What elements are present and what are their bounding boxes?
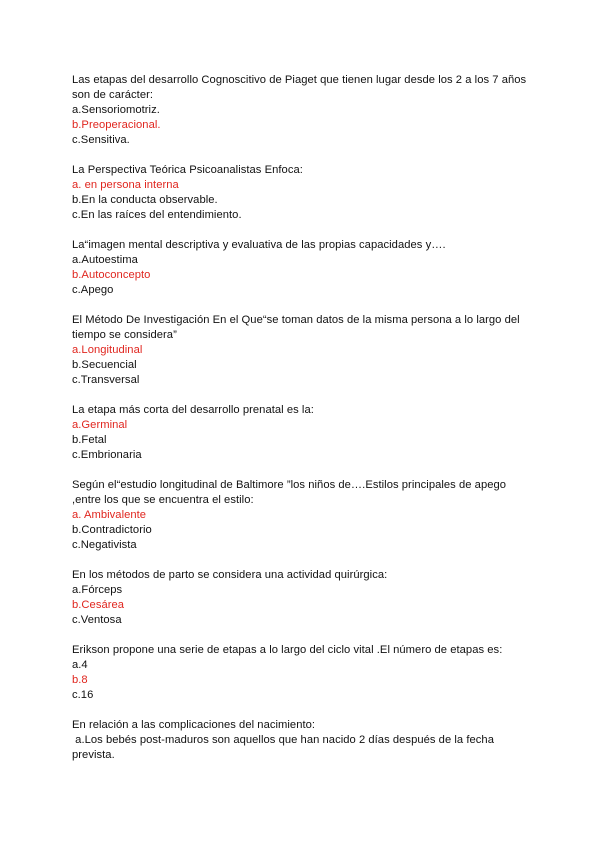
correct-answer-option: a. en persona interna [72, 179, 179, 191]
question-2 [72, 163, 560, 223]
question-5 [72, 403, 560, 463]
correct-answer-option: a.Longitudinal [72, 344, 143, 356]
question-1 [72, 73, 560, 148]
answer-option: b.Fetal [72, 434, 107, 446]
question-stem-line: Erikson propone una serie de etapas a lo largo del ciclo vital .El número de etapas es: [72, 644, 503, 656]
answer-option: a.Los bebés post-maduros son aquellos que han nacido 2 días después de la fecha [72, 734, 494, 746]
answer-option: a.Fórceps [72, 584, 123, 596]
correct-answer-option: b.Autoconcepto [72, 269, 151, 281]
answer-option: c.Apego [72, 284, 114, 296]
correct-answer-option: a.Germinal [72, 419, 128, 431]
correct-answer-option: b.8 [72, 674, 88, 686]
question-stem-line: La etapa más corta del desarrollo prenatal es la: [72, 404, 314, 416]
answer-option: prevista. [72, 749, 115, 761]
answer-option: c.16 [72, 689, 94, 701]
question-4 [72, 313, 560, 388]
answer-option: a.4 [72, 659, 88, 671]
question-stem-line: En relación a las complicaciones del nacimiento: [72, 719, 316, 731]
question-stem-line: son de carácter: [72, 89, 154, 101]
question-stem-line: La“imagen mental descriptiva y evaluativa de las propias capacidades y…. [72, 239, 446, 251]
correct-answer-option: a. Ambivalente [72, 509, 147, 521]
answer-option: c.Embrionaria [72, 449, 142, 461]
question-6 [72, 478, 560, 553]
question-stem-line: Según el“estudio longitudinal de Baltimore ”los niños de….Estilos principales de apego [72, 479, 507, 491]
correct-answer-option: b.Cesárea [72, 599, 125, 611]
answer-option: a.Sensoriomotriz. [72, 104, 160, 116]
question-stem-line: La Perspectiva Teórica Psicoanalistas Enfoca: [72, 164, 303, 176]
question-9 [72, 718, 560, 763]
question-stem-line: ,entre los que se encuentra el estilo: [72, 494, 254, 506]
answer-option: c.Sensitiva. [72, 134, 130, 146]
answer-option: c.Negativista [72, 539, 137, 551]
question-8 [72, 643, 560, 703]
answer-option: c.Transversal [72, 374, 140, 386]
answer-option: c.En las raíces del entendimiento. [72, 209, 242, 221]
answer-option: b.En la conducta observable. [72, 194, 218, 206]
answer-option: a.Autoestima [72, 254, 138, 266]
answer-option: b.Secuencial [72, 359, 137, 371]
question-stem-line: Las etapas del desarrollo Cognoscitivo de Piaget que tienen lugar desde los 2 a los 7 años [72, 74, 527, 86]
answer-option: b.Contradictorio [72, 524, 152, 536]
question-stem-line: tiempo se considera” [72, 329, 177, 341]
correct-answer-option: b.Preoperacional. [72, 119, 161, 131]
question-3 [72, 238, 560, 298]
question-stem-line: En los métodos de parto se considera una actividad quirúrgica: [72, 569, 388, 581]
question-stem-line: El Método De Investigación En el Que“se toman datos de la misma persona a lo largo del [72, 314, 520, 326]
question-7 [72, 568, 560, 628]
answer-option: c.Ventosa [72, 614, 122, 626]
